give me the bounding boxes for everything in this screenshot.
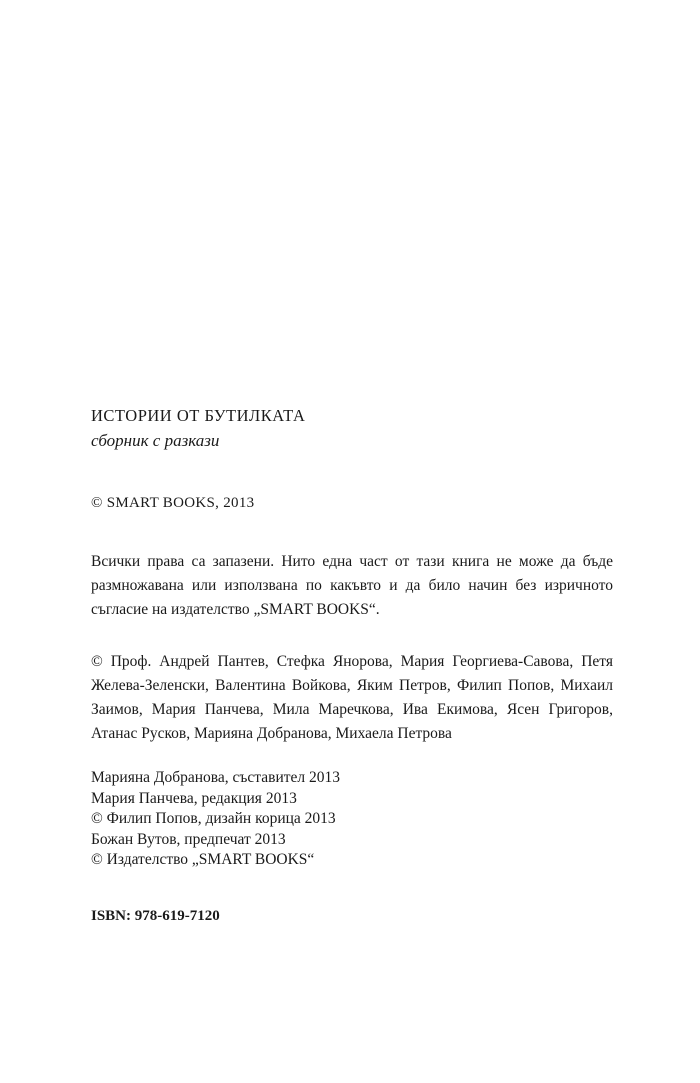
book-title: ИСТОРИИ ОТ БУТИЛКАТА [91,406,306,425]
credit-line-editor: Мария Панчева, редакция 2013 [91,789,297,807]
isbn: ISBN: 978-619-7120 [91,908,220,924]
credit-line-cover-design: © Филип Попов, дизайн корица 2013 [91,810,336,827]
credit-line-prepress: Божан Вутов, предпечат 2013 [91,830,286,848]
credit-line-compiler: Марияна Добранова, съставител 2013 [91,769,341,786]
publisher-copyright: © SMART BOOKS, 2013 [91,495,255,511]
credits-list [91,768,613,871]
authors-copyright: © Проф. Андрей Пантев, Стефка Янорова, Мария Георгиева-Савова, Петя Желева-Зеленски, Валентина Войкова, Яким Петров, Филип Попов, Михаил Заимов, Мария Панчева, Мила Маречкова, Ива Екимова, Ясен Григоров, Атанас Русков, Марияна Добранова, Михаела Петрова [91,653,613,742]
rights-notice: Всички права са запазени. Нито една част от тази книга не може да бъде размножавана или използвана по какъвто и да било начин без изричното съгласие на издателство „SMART BOOKS“. [91,553,613,618]
credit-line-publisher: © Издателство „SMART BOOKS“ [91,851,315,868]
book-subtitle: сборник с разкази [91,431,220,450]
